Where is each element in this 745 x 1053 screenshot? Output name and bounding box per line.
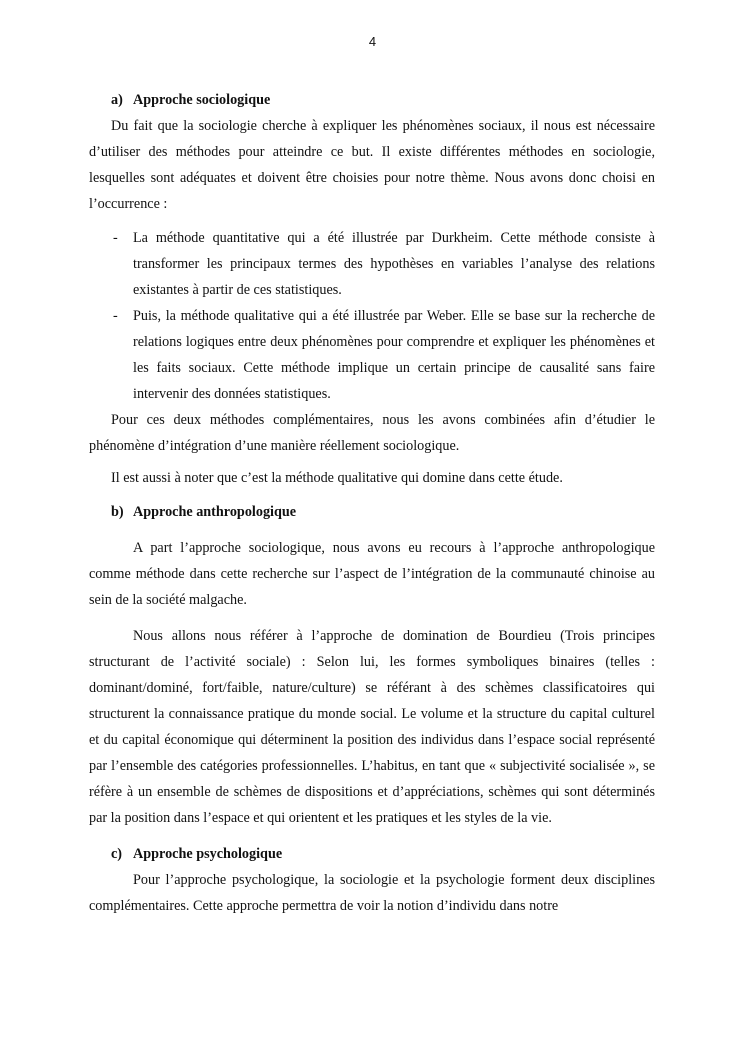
section-a-heading [89, 87, 655, 113]
section-c-label: c) [111, 846, 123, 862]
list-item-text: La méthode quantitative qui a été illustrée par Durkheim. Cette méthode consiste à transformer les principaux termes des hypothèses en variables l’analyse des relations existantes à partir de ces statistiques. [133, 230, 655, 298]
section-b-label: b) [111, 504, 124, 520]
section-c-title: Approche psychologique [133, 846, 283, 862]
section-b-paragraph-1: A part l’approche sociologique, nous avons eu recours à l’approche anthropologique comme méthode dans cette recherche sur l’aspect de l’intégration de la communauté chinoise au sein de la société malgache. [89, 540, 655, 608]
section-a-intro: Du fait que la sociologie cherche à expliquer les phénomènes sociaux, il nous est nécessaire d’utiliser des méthodes pour atteindre ce but. Il existe différentes méthodes en sociologie, lesquelles sont adéquates et doivent être choisies pour notre thème. Nous avons donc choisi en l’occurrence : [89, 118, 655, 212]
section-c-paragraph-1: Pour l’approche psychologique, la sociologie et la psychologie forment deux disciplines complémentaires. Cette approche permettra de voir la notion d’individu dans notre [89, 872, 655, 914]
section-a-label: a) [111, 92, 123, 108]
list-bullet: - [113, 308, 118, 324]
methods-list [89, 225, 655, 407]
section-a-note: Il est aussi à noter que c’est la méthode qualitative qui domine dans cette étude. [111, 470, 563, 486]
list-item-text: Puis, la méthode qualitative qui a été illustrée par Weber. Elle se base sur la recherche de relations logiques entre deux phénomènes pour comprendre et expliquer les phénomènes et les faits sociaux. Cette méthode implique un certain principe de causalité sans faire intervenir des données statistiques. [133, 308, 655, 402]
section-b-paragraph-2: Nous allons nous référer à l’approche de domination de Bourdieu (Trois principes structurant de l’activité sociale) : Selon lui, les formes symboliques binaires (telles : dominant/dominé, fort/faible, nature/culture) se référant à des schèmes classificatoires qui structurent la connaissance pratique du monde social. Le volume et la structure du capital culturel et du capital économique qui déterminent la position des individus dans l’espace social représenté par l’ensemble des catégories professionnelles. L’habitus, en tant que « subjectivité socialisée », se réfère à un ensemble de schèmes de dispositions et d’appréciations, schèmes qui sont déterminés par la position dans l’espace et qui orientent et les pratiques et les styles de la vie. [89, 628, 655, 826]
page-content [89, 87, 655, 919]
section-a-combined: Pour ces deux méthodes complémentaires, nous les avons combinées afin d’étudier le phénomène d’intégration d’une manière réellement sociologique. [89, 412, 655, 454]
list-item [89, 303, 655, 407]
section-c-heading [89, 841, 655, 867]
section-a-title: Approche sociologique [133, 92, 271, 108]
list-bullet: - [113, 230, 118, 246]
page-number: 4 [368, 34, 377, 49]
list-item [89, 225, 655, 303]
section-b-title: Approche anthropologique [133, 504, 297, 520]
section-b-heading [89, 499, 655, 525]
